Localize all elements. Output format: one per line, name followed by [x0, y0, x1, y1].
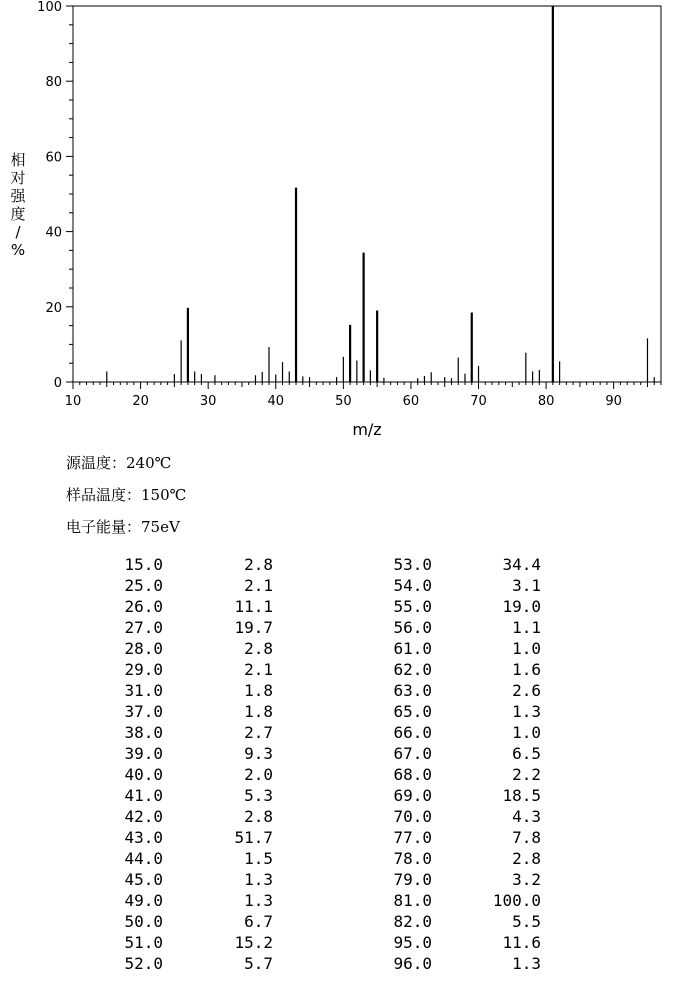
y-tick-label: 0 [53, 376, 62, 391]
table-mz-cell: 52.0 [124, 954, 163, 973]
table-mz-cell: 31.0 [124, 681, 163, 700]
table-intensity-cell: 100.0 [492, 891, 541, 910]
table-mz-cell: 41.0 [124, 786, 163, 805]
table-intensity-cell: 19.7 [234, 618, 273, 637]
table-mz-cell: 26.0 [124, 597, 163, 616]
table-mz-cell: 70.0 [393, 807, 432, 826]
table-intensity-cell: 11.6 [502, 933, 541, 952]
table-mz-cell: 44.0 [124, 849, 163, 868]
table-mz-cell: 68.0 [393, 765, 432, 784]
table-mz-cell: 66.0 [393, 723, 432, 742]
table-mz-cell: 42.0 [124, 807, 163, 826]
table-mz-cell: 61.0 [393, 639, 432, 658]
y-tick-label: 40 [45, 225, 62, 241]
table-intensity-cell: 2.1 [244, 660, 273, 679]
table-mz-cell: 15.0 [124, 555, 163, 574]
y-tick-label: 100 [37, 0, 62, 15]
table-intensity-cell: 2.8 [244, 639, 273, 658]
y-axis-label-char: 对 [10, 169, 26, 187]
table-mz-cell: 67.0 [393, 744, 432, 763]
table-intensity-cell: 5.3 [244, 786, 273, 805]
y-axis-ticks [37, 0, 73, 391]
table-mz-cell: 51.0 [124, 933, 163, 952]
table-intensity-cell: 6.7 [244, 912, 273, 931]
y-axis-label-char: / [15, 223, 21, 241]
table-intensity-cell: 1.0 [512, 639, 541, 658]
x-tick-label: 10 [64, 394, 82, 409]
table-mz-cell: 78.0 [393, 849, 432, 868]
table-intensity-cell: 1.8 [244, 702, 273, 721]
table-mz-cell: 82.0 [393, 912, 432, 931]
x-tick-label: 30 [199, 394, 217, 409]
table-mz-cell: 39.0 [124, 744, 163, 763]
table-mz-cell: 40.0 [124, 765, 163, 784]
y-axis-label [10, 151, 26, 259]
table-mz-cell: 96.0 [393, 954, 432, 973]
x-tick-label: 70 [470, 394, 487, 409]
mass-spectrum-chart [0, 0, 680, 445]
y-axis-label-char: 度 [10, 205, 26, 223]
table-mz-cell: 38.0 [124, 723, 163, 742]
table-intensity-cell: 4.3 [512, 807, 541, 826]
y-tick-label: 80 [45, 75, 62, 91]
y-axis-label-char: 强 [10, 187, 26, 205]
sample-temperature: 样品温度：150℃ [66, 486, 187, 504]
table-mz-cell: 55.0 [393, 597, 432, 616]
table-intensity-cell: 15.2 [234, 933, 273, 952]
table-intensity-cell: 19.0 [502, 597, 541, 616]
table-mz-cell: 49.0 [124, 891, 163, 910]
y-axis-label-char: 相 [10, 151, 26, 169]
table-intensity-cell: 1.1 [512, 618, 541, 637]
y-axis-label-char: % [10, 241, 26, 259]
x-tick-label: 50 [335, 394, 352, 409]
table-intensity-cell: 11.1 [234, 597, 273, 616]
plot-frame [73, 6, 661, 382]
table-intensity-cell: 2.8 [244, 807, 273, 826]
table-intensity-cell: 1.8 [244, 681, 273, 700]
table-intensity-cell: 1.3 [244, 870, 273, 889]
table-mz-cell: 54.0 [393, 576, 432, 595]
x-tick-label: 40 [267, 394, 285, 409]
table-intensity-cell: 1.3 [512, 702, 541, 721]
table-mz-cell: 81.0 [393, 891, 432, 910]
table-intensity-cell: 1.6 [512, 660, 541, 679]
table-intensity-cell: 3.1 [512, 576, 541, 595]
source-temperature: 源温度：240℃ [66, 454, 172, 472]
table-intensity-cell: 1.3 [512, 954, 541, 973]
x-axis-label: m/z [352, 420, 382, 439]
y-tick-label: 20 [45, 300, 62, 316]
table-intensity-cell: 2.8 [244, 555, 273, 574]
x-tick-label: 80 [537, 394, 555, 409]
table-mz-cell: 62.0 [393, 660, 432, 679]
table-intensity-cell: 2.7 [244, 723, 273, 742]
table-mz-cell: 50.0 [124, 912, 163, 931]
table-intensity-cell: 1.5 [244, 849, 273, 868]
spectrum-bars [107, 6, 654, 382]
table-mz-cell: 27.0 [124, 618, 163, 637]
table-intensity-cell: 1.3 [244, 891, 273, 910]
table-intensity-cell: 3.2 [512, 870, 541, 889]
table-intensity-cell: 18.5 [502, 786, 541, 805]
table-mz-cell: 95.0 [393, 933, 432, 952]
table-intensity-cell: 2.1 [244, 576, 273, 595]
table-mz-cell: 28.0 [124, 639, 163, 658]
table-mz-cell: 29.0 [124, 660, 163, 679]
table-intensity-cell: 34.4 [502, 555, 541, 574]
x-tick-label: 20 [132, 394, 149, 409]
table-mz-cell: 25.0 [124, 576, 163, 595]
table-intensity-cell: 5.5 [512, 912, 541, 931]
x-tick-label: 60 [402, 394, 420, 409]
electron-energy: 电子能量：75eV [66, 518, 180, 536]
table-mz-cell: 43.0 [124, 828, 163, 847]
table-intensity-cell: 7.8 [512, 828, 541, 847]
table-intensity-cell: 2.8 [512, 849, 541, 868]
table-mz-cell: 65.0 [393, 702, 432, 721]
table-intensity-cell: 6.5 [512, 744, 541, 763]
table-intensity-cell: 5.7 [244, 954, 273, 973]
table-intensity-cell: 2.2 [512, 765, 541, 784]
table-intensity-cell: 2.0 [244, 765, 273, 784]
table-intensity-cell: 1.0 [512, 723, 541, 742]
table-mz-cell: 37.0 [124, 702, 163, 721]
table-mz-cell: 79.0 [393, 870, 432, 889]
table-mz-cell: 63.0 [393, 681, 432, 700]
table-mz-cell: 56.0 [393, 618, 432, 637]
y-tick-label: 60 [45, 150, 62, 166]
table-mz-cell: 53.0 [393, 555, 432, 574]
table-mz-cell: 77.0 [393, 828, 432, 847]
table-mz-cell: 69.0 [393, 786, 432, 805]
table-mz-cell: 45.0 [124, 870, 163, 889]
table-intensity-cell: 51.7 [234, 828, 273, 847]
x-axis-ticks [65, 382, 661, 409]
table-intensity-cell: 2.6 [512, 681, 541, 700]
x-tick-label: 90 [605, 394, 622, 409]
table-intensity-cell: 9.3 [244, 744, 273, 763]
